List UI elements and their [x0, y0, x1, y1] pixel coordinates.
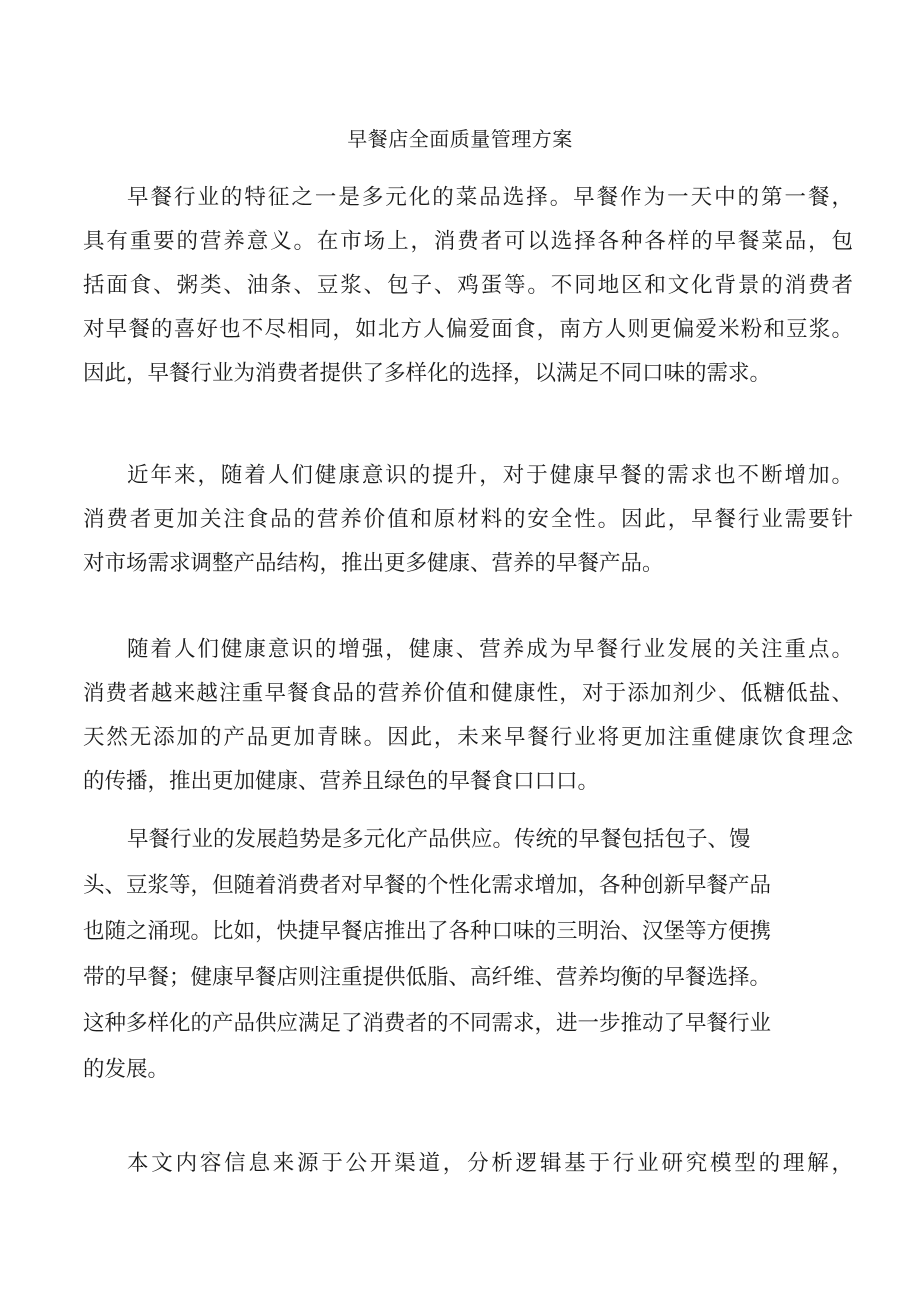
paragraph-line: 对早餐的喜好也不尽相同，如北方人偏爱面食，南方人则更偏爱米粉和豆浆。: [83, 317, 853, 342]
document-title: 早餐店全面质量管理方案: [347, 127, 573, 151]
paragraph-line: 带的早餐；健康早餐店则注重提供低脂、高纤维、营养均衡的早餐选择。: [83, 965, 772, 990]
paragraph-line: 早餐行业的发展趋势是多元化产品供应。传统的早餐包括包子、馒: [127, 827, 751, 852]
paragraph-health-demand: [83, 454, 853, 586]
paragraph-line: 因此，早餐行业为消费者提供了多样化的选择，以满足不同口味的需求。: [83, 361, 772, 386]
paragraph-line: 括面食、粥类、油条、豆浆、包子、鸡蛋等。不同地区和文化背景的消费者: [83, 273, 853, 298]
paragraph-line: 消费者越来越注重早餐食品的营养价值和健康性，对于添加剂少、低糖低盐、: [83, 681, 853, 706]
paragraph-line: 本文内容信息来源于公开渠道，分析逻辑基于行业研究模型的理解，: [127, 1151, 853, 1176]
paragraph-product-diversity: [83, 817, 853, 1093]
paragraph-line: 这种多样化的产品供应满足了消费者的不同需求，进一步推动了早餐行业: [83, 1011, 772, 1036]
paragraph-source-note: [83, 1142, 853, 1186]
paragraph-line: 的传播，推出更加健康、营养且绿色的早餐食口口口。: [83, 769, 600, 794]
paragraph-health-focus: [83, 628, 853, 804]
paragraph-line: 的发展。: [83, 1057, 170, 1082]
paragraph-line: 随着人们健康意识的增强，健康、营养成为早餐行业发展的关注重点。: [127, 637, 853, 662]
paragraph-line: 具有重要的营养意义。在市场上，消费者可以选择各种各样的早餐菜品，包: [83, 229, 853, 254]
paragraph-line: 天然无添加的产品更加青睐。因此，未来早餐行业将更加注重健康饮食理念: [83, 725, 853, 750]
paragraph-line: 消费者更加关注食品的营养价值和原材料的安全性。因此，早餐行业需要针: [83, 507, 853, 532]
paragraph-line: 近年来，随着人们健康意识的提升，对于健康早餐的需求也不断增加。: [127, 463, 853, 488]
paragraph-line: 头、豆浆等，但随着消费者对早餐的个性化需求增加，各种创新早餐产品: [83, 873, 772, 898]
paragraph-line: 早餐行业的特征之一是多元化的菜品选择。早餐作为一天中的第一餐，: [127, 185, 853, 210]
paragraph-line: 也随之涌现。比如，快捷早餐店推出了各种口味的三明治、汉堡等方便携: [83, 919, 772, 944]
paragraph-breakfast-variety: [83, 176, 853, 396]
paragraph-line: 对市场需求调整产品结构，推出更多健康、营养的早餐产品。: [83, 551, 664, 576]
